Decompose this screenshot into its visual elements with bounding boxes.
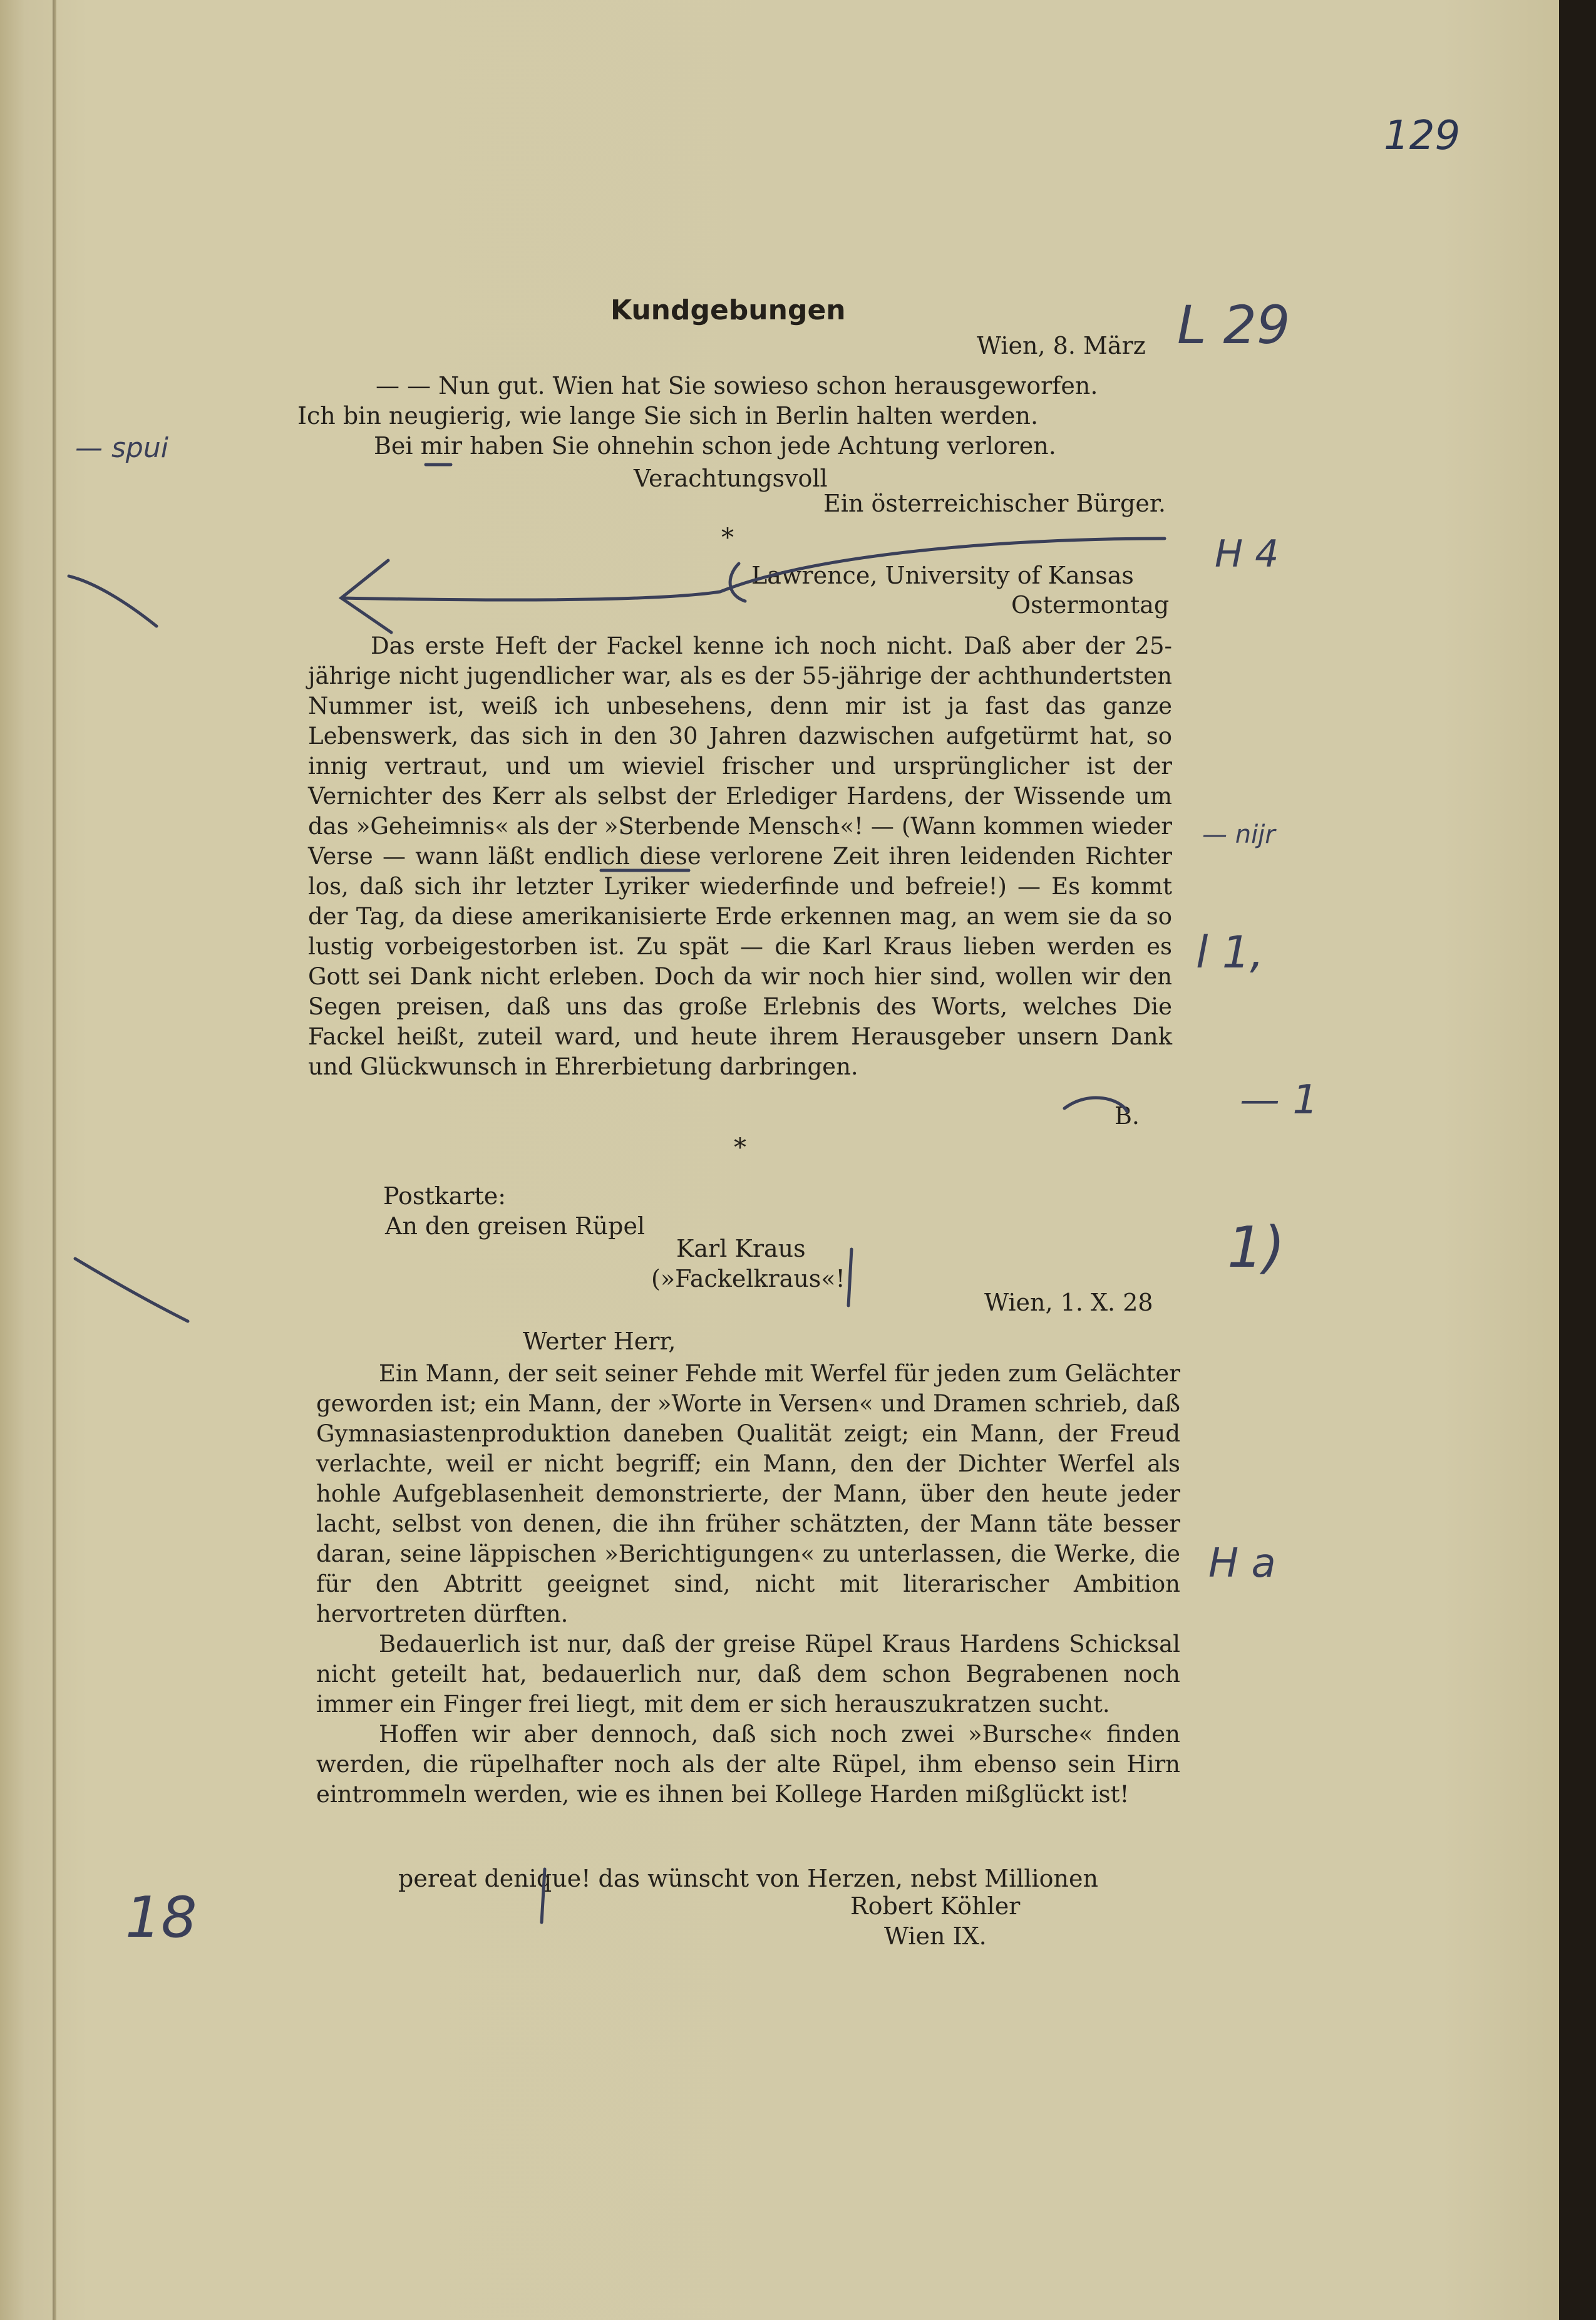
letter2-date: Ostermontag: [1011, 591, 1170, 619]
postcard-closing: pereat denique! das wünscht von Herzen, nebst Millionen: [398, 1865, 1098, 1892]
annotation-margin-right-2: — nijr: [1202, 820, 1275, 849]
separator-star-2: *: [734, 1133, 746, 1162]
postcard-paragraph-1: Ein Mann, der seit seiner Fehde mit Werfel für jeden zum Gelächter geworden ist; ein Mann, der »Worte in Versen« und Dramen schrieb, daß Gymnasiastenproduktion daneben Qualität zeigt; ein Mann, der Freud verlachte, weil er nicht begriff; ein Mann, den der Dichter Werfel als hohle Aufgeblasenheit demonstrierte, der Mann, über den heute jeder lacht, selbst von denen, die ihn früher schätzten, der Mann täte besser daran, seine läppischen »Berichtigungen« zu unterlassen, die Werke, die für den Abtritt geeignet sind, nicht mit literarischer Ambition hervortreten dürften.: [316, 1360, 1180, 1627]
postcard-paragraph-2: Bedauerlich ist nur, daß der greise Rüpel Kraus Hardens Schicksal nicht geteilt hat, bedauerlich nur, daß dem schon Begrabenen noch immer ein Finger frei liegt, mit dem er sich herauszukratzen sucht.: [316, 1631, 1180, 1718]
letter1-line-2: Ich bin neugierig, wie lange Sie sich in Berlin halten werden.: [297, 402, 1039, 430]
postcard-salutation: Werter Herr,: [523, 1328, 676, 1355]
postcard-date: Wien, 1. X. 28: [984, 1289, 1153, 1316]
scribble-b: [1064, 1098, 1127, 1111]
scribble-bottom-bar: [542, 1869, 545, 1922]
letter1-line-3: Bei mir haben Sie ohnehin schon jede Achtung verloren.: [374, 432, 1056, 460]
scribble-left-gutter-2: [75, 1259, 188, 1321]
bracket-mark-recipient: [848, 1249, 852, 1306]
scribble-left-gutter-1: [69, 576, 157, 626]
postcard-signature-place: Wien IX.: [884, 1922, 987, 1950]
annotation-margin-right-3: l 1,: [1196, 927, 1264, 978]
arrow-head: [341, 560, 391, 632]
letter1-date: Wien, 8. März: [977, 332, 1146, 359]
postcard-address: An den greisen Rüpel: [385, 1212, 646, 1240]
letter1-signature: Ein österreichischer Bürger.: [823, 490, 1166, 517]
letter2-signature: B.: [1115, 1102, 1140, 1130]
annotation-margin-right-1: H 4: [1215, 532, 1279, 576]
postcard-recipient: Karl Kraus: [676, 1235, 806, 1262]
postcard-signature: Robert Köhler: [850, 1892, 1021, 1920]
letter2-place: Lawrence, University of Kansas: [751, 562, 1134, 589]
separator-star-1: *: [721, 523, 734, 552]
postcard-label: Postkarte:: [383, 1182, 507, 1210]
annotation-margin-left-1: — spui: [75, 432, 168, 464]
letter1-line-1: — — Nun gut. Wien hat Sie sowieso schon herausgeworfen.: [376, 372, 1098, 400]
annotation-margin-right-6: H a: [1208, 1540, 1276, 1587]
annotation-margin-right-4: — 1: [1240, 1077, 1319, 1123]
annotation-top-right: L 29: [1177, 294, 1290, 356]
postcard-paragraph-3: Hoffen wir aber dennoch, daß sich noch zwei »Bursche« finden werden, die rüpelhafter noch als der alte Rüpel, ihm ebenso sein Hirn eintrommeln werden, wie es ihnen bei Kollege Harden mißglückt ist!: [316, 1721, 1180, 1808]
annotation-margin-right-5: 1): [1227, 1215, 1285, 1281]
arrow-line: [341, 539, 1165, 600]
postcard-recipient-alias: (»Fackelkraus«!: [651, 1265, 845, 1292]
annotation-margin-left-bottom: 18: [125, 1885, 197, 1951]
folio-number: 129: [1384, 113, 1461, 159]
page-heading: Kundgebungen: [610, 294, 846, 326]
letter1-closing: Verachtungsvoll: [634, 465, 828, 492]
letter2-body-paragraph: Das erste Heft der Fackel kenne ich noch nicht. Daß aber der 25-jährige nicht jugendlicher war, als es der 55-jährige der achthundertsten Nummer ist, weiß ich unbesehens, denn mir ist ja fast das ganze Lebenswerk, das sich in den 30 Jahren dazwischen aufgetürmt hat, so innig vertraut, und um wieviel frischer und ursprünglicher ist der Vernichter des Kerr als selbst der Erlediger Hardens, der Wissende um das »Geheimnis« als der »Sterbende Mensch«! — (Wann kommen wieder Verse — wann läßt endlich diese verlorene Zeit ihren leidenden Richter los, daß sich ihr letzter Lyriker wiederfinde und befreie!) — Es kommt der Tag, da diese amerikanisierte Erde erkennen mag, an wem sie da so lustig vorbeigestorben ist. Zu spät — die Karl Kraus lieben werden es Gott sei Dank nicht erleben. Doch da wir noch hier sind, wollen wir den Segen preisen, daß uns das große Erlebnis des Worts, welches Die Fackel heißt, zuteil ward, und heute ihrem Herausgeber unsern Dank und Glückwunsch in Ehrerbietung darbringen.: [308, 632, 1172, 1080]
